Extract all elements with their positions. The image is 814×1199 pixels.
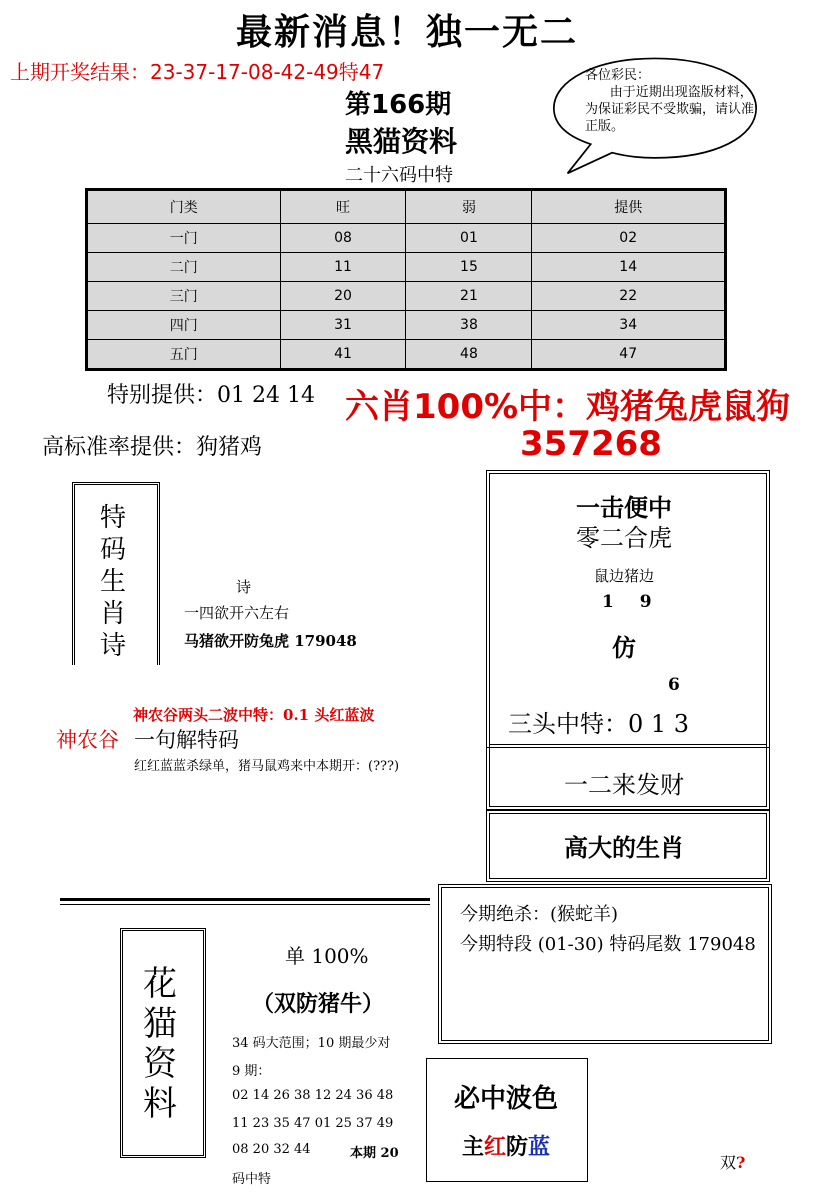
table-row xyxy=(87,253,726,282)
table-cell: 一门 xyxy=(87,224,281,253)
table-row xyxy=(87,224,726,253)
table-header: 旺 xyxy=(280,190,406,224)
table-cell: 三门 xyxy=(87,282,281,311)
table-cell: 02 xyxy=(532,224,726,253)
range-line: 码中特 xyxy=(232,1172,272,1187)
table-header: 门类 xyxy=(87,190,281,224)
wave-colors xyxy=(426,1130,586,1161)
table-cell: 二门 xyxy=(87,253,281,282)
table-cell: 41 xyxy=(280,340,406,370)
table-cell: 五门 xyxy=(87,340,281,370)
even-question: 双? xyxy=(720,1153,746,1172)
three-head-special: 三头中特：0 1 3 xyxy=(508,710,690,738)
range-line: 08 20 32 44 xyxy=(232,1142,311,1157)
table-cell: 22 xyxy=(532,282,726,311)
hit-box-line: 鼠边猪边 xyxy=(593,567,654,585)
hit-box-line: 1 9 xyxy=(602,592,662,612)
table-row xyxy=(87,340,726,370)
table-cell: 01 xyxy=(406,224,532,253)
issue-number: 第166期 xyxy=(345,90,452,120)
wave-blue: 蓝 xyxy=(528,1134,551,1160)
table-cell: 48 xyxy=(406,340,532,370)
table-header: 弱 xyxy=(406,190,532,224)
shennong-detail: 红红蓝蓝杀绿单，猪马鼠鸡来中本期开：(???) xyxy=(134,759,400,774)
table-caption: 二十六码中特 xyxy=(345,165,453,186)
flower-vertical-title: 花猫资料 xyxy=(143,964,177,1124)
table-cell: 38 xyxy=(406,311,532,340)
shennong-tip: 神农谷两头二波中特：0.1 头红蓝波 xyxy=(133,706,375,724)
table-cell: 四门 xyxy=(87,311,281,340)
range-current: 本期 20 xyxy=(350,1146,399,1161)
table-cell: 20 xyxy=(280,282,406,311)
table-header-row xyxy=(87,190,726,224)
hit-box-line: 仿 xyxy=(612,633,636,662)
table-cell: 14 xyxy=(532,253,726,282)
wave-red: 红 xyxy=(483,1134,506,1160)
code-table xyxy=(85,188,727,371)
high-accuracy: 高标准率提供：狗猪鸡 xyxy=(42,435,263,460)
blackcat-title: 黑猫资料 xyxy=(345,125,458,158)
range-line: 34 码大范围；10 期最少对 xyxy=(232,1036,391,1051)
range-line: 9 期： xyxy=(232,1064,271,1079)
table-header: 提供 xyxy=(532,190,726,224)
divider xyxy=(60,898,430,901)
poem-line: 一四欲开六左右 xyxy=(184,604,290,622)
table-cell: 31 xyxy=(280,311,406,340)
fortune-text: 一二来发财 xyxy=(564,771,684,799)
wave-box xyxy=(426,1058,588,1182)
range-line: 02 14 26 38 12 24 36 48 xyxy=(232,1088,394,1103)
wave-main: 主 xyxy=(461,1134,484,1160)
page-title: 最新消息！独一无二 xyxy=(235,12,578,53)
table-cell: 08 xyxy=(280,224,406,253)
special-offer: 特别提供：01 24 14 xyxy=(107,383,315,408)
poem-vertical-title: 特码生肖诗 xyxy=(99,503,126,661)
table-cell: 21 xyxy=(406,282,532,311)
hit-box-title: 一击便中 xyxy=(576,493,672,522)
range-line: 11 23 35 47 01 25 37 49 xyxy=(232,1116,394,1131)
last-result: 上期开奖结果：23-37-17-08-42-49特47 xyxy=(10,60,385,84)
hit-box-line: 6 xyxy=(668,675,680,695)
hit-box-line: 零二合虎 xyxy=(576,524,672,552)
wave-title: 必中波色 xyxy=(453,1084,558,1114)
wave-guard: 防 xyxy=(506,1134,529,1160)
even-tip: （双防猪牛） xyxy=(252,991,385,1017)
kill-line: 今期绝杀：(猴蛇羊) xyxy=(460,904,619,925)
kill-line: 今期特段 (01-30) 特码尾数 179048 xyxy=(460,934,756,955)
table-cell: 15 xyxy=(406,253,532,282)
poem-label: 诗 xyxy=(236,578,252,596)
tall-zodiac-text: 高大的生肖 xyxy=(564,833,684,862)
shennong-title-black: 一句解特码 xyxy=(134,728,239,752)
table-cell: 47 xyxy=(532,340,726,370)
table-cell: 11 xyxy=(280,253,406,282)
six-zodiac-number: 357268 xyxy=(520,424,662,464)
table-cell: 34 xyxy=(532,311,726,340)
odd-tip: 单 100% xyxy=(285,944,369,968)
poem-line: 马猪欲开防兔虎 179048 xyxy=(184,632,357,650)
divider xyxy=(60,904,430,905)
six-zodiac: 六肖100%中：鸡猪兔虎鼠狗 xyxy=(345,387,791,427)
shennong-title-red: 神农谷 xyxy=(56,728,119,752)
notice-text: 各位彩民： 由于近期出现盗版材料，为保证彩民不受欺骗，请认准正版。 xyxy=(585,68,755,134)
table-row xyxy=(87,311,726,340)
table-row xyxy=(87,282,726,311)
